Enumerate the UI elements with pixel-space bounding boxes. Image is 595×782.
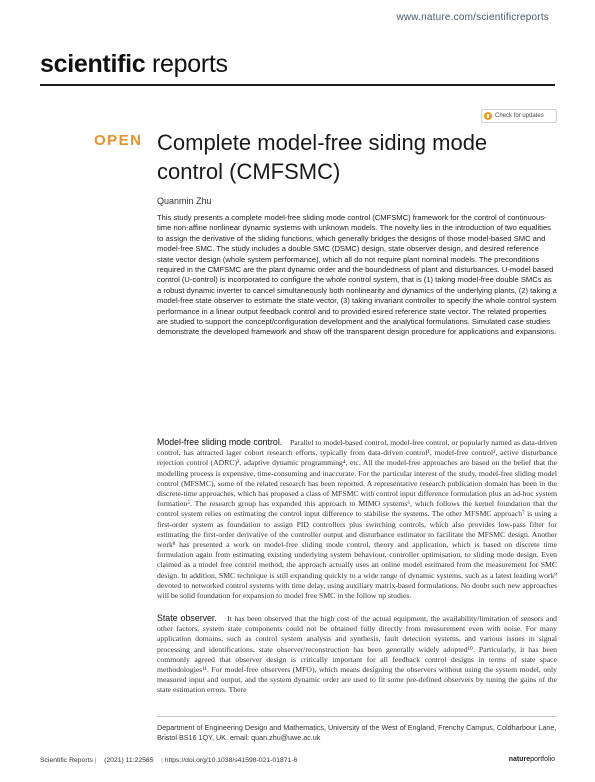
footer-separator: | [161, 757, 163, 764]
section-heading: State observer. [157, 613, 217, 623]
footer-journal: Scientific Reports [40, 757, 93, 764]
update-badge-icon [484, 112, 492, 120]
logo-portfolio: portfolio [530, 756, 555, 763]
article-title: Complete model-free siding mode control (CMFSMC) [157, 130, 488, 184]
nature-portfolio-logo [509, 756, 555, 763]
header-rule [40, 84, 555, 86]
section-model-free-smc [157, 437, 557, 601]
section-heading: Model-free sliding mode control. [157, 437, 283, 447]
journal-brand [40, 50, 228, 79]
open-access-label: OPEN [94, 132, 143, 149]
author-name: Quanmin Zhu [157, 196, 212, 206]
affiliation-rule [157, 716, 557, 717]
brand-bold: scientific [40, 50, 146, 78]
journal-url[interactable]: www.nature.com/scientificreports [396, 12, 549, 23]
footer-citation [40, 757, 297, 764]
check-for-updates-button[interactable] [481, 109, 557, 123]
footer-doi-link[interactable]: https://doi.org/10.1038/s41598-021-01871-6 [164, 757, 298, 764]
section-text: It has been observed that the high cost of the actual equipment, the availability/limitation of sensors and other factors, system state components could not be obtained fully directly from measurement even with noise. For many application domains, such as control system analysis and synthesis, fault detection systems, and various issues in signal processing and identifications, state observer/reconstruction has been generally widely adopted¹⁰. Particularly, it has been commonly agreed that observer design is critically important for all feedback control designs in terms of state space methodologies¹¹. For model-free observers (MFO), which means designing the observers without using the system model, only measured input and output, and the system dynamic order are used to fit some pre-defined observers by tuning the gains of the state estimation errors. There [157, 614, 558, 695]
footer-separator: | [94, 757, 97, 764]
section-text: Parallel to model-based control, model-free control, or popularly named as data-driven control, has attracted lager cohort research efforts, typically from data-driven control¹, model-free control², active disturbance rejection control (ADRC)³, adaptive dynamic programming⁴, etc. All the model-free approaches are based on the belief that the modelling process is expensive, time-consuming and inaccurate. For the particular interest of the study, model-free sliding model control (MFSMC), some of the related research has been reported. A representative research publication domain has been in the discrete-time approaches, which has proposed a class of MFSMC with control input difference formulation plus an ad-hoc system formation⁵. The research group has expanded this approach to MIMO systems⁶, which follows the kernel foundation that the control system relies on estimating the control input difference to stabilise the systems. The other MFSMC approach⁷ is using a first-order system as foundation to assign PID controllers plus switching controls, which also provides low-pass filter for estimating the first-order derivative of the controller output and disturbance estimator to facilitate the MFSMC design. Another work⁸ has presented a work on model-free sliding mode control, theory and application, which is based on discrete time formulation again from estimating existing underlying system behaviour, controller optimisation, to sliding mode design. Even claimed as a model free control method, the approach actually uses an online model estimated from the measurement for SMC design. In addition, SMC technique is still expanding quickly to a wide range of dynamic systems, such as a latest leading work⁹ devoted to networked control systems with time delay, using auxiliary matrix-based formulations. No doubt such new approaches will be solid foundation for expansion to model free SMC in the follow up studies. [157, 438, 558, 601]
section-state-observer [157, 613, 557, 696]
author-affiliation: Department of Engineering Design and Mathematics, University of the West of England, Frenchy Campus, Coldharbour Lane, Bristol BS16 1QY, UK. email: quan.zhu@uwe.ac.uk [157, 723, 557, 742]
page-footer [40, 757, 555, 771]
brand-light: reports [152, 50, 228, 78]
footer-volume: (2021) 11:22565 [104, 757, 154, 764]
check-updates-label: Check for updates [495, 113, 544, 119]
abstract: This study presents a complete model-free sliding mode control (CMFSMC) framework for the control of continuous-time non-affine nonlinear dynamic systems with unknown models. The novelty lies in the introduction of two equalities to assign the derivative of the sliding functions, which generally bridges the designs of those model-based SMC and model-free SMC. The study includes a double SMC (DSMC) design, state observer design, and desired reference state vector design (whole system performance), which all do not require plant nominal models. The preconditions required in the CMFSMC are the plant dynamic order and the boundedness of plant and disturbances. U-model based control (U-control) is incorporated to configure the whole control system, that is (1) taking model-free double SMCs as a robust dynamic inverter to cancel simultaneously both nonlinearity and dynamics of the underlying plants, (2) taking a model-free state observer to estimate the state vector, (3) taking invariant controller to specify the whole control system performance in a linear output feedback control and to provided esired reference state vector. The related properties are studied to support the concept/configuration development and the analytical formulations. Simulated case studies demonstrate the developed framework and show off the transparent design procedure for applications and expansions. [157, 213, 557, 337]
logo-nature: nature [508, 756, 531, 763]
